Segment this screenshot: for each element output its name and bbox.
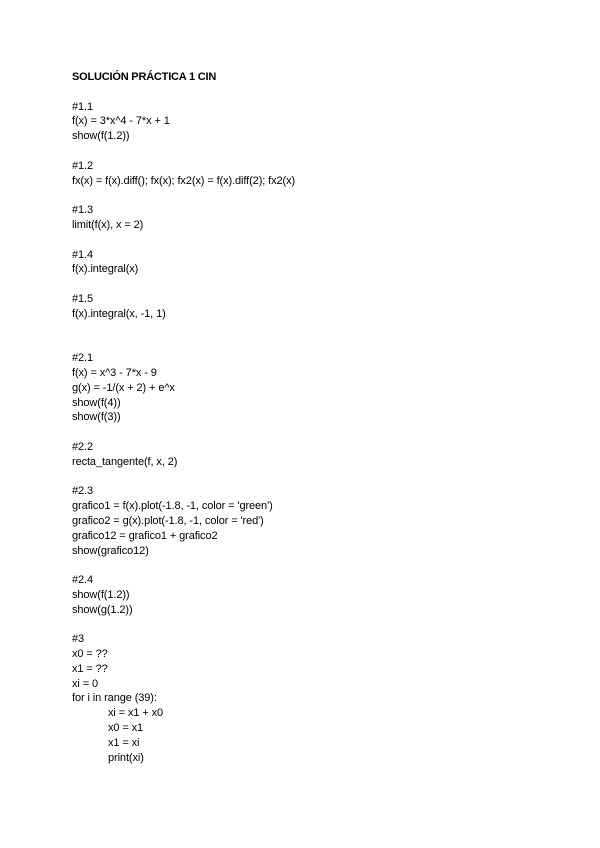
- section-1-3: [72, 203, 552, 233]
- blank-line: [72, 144, 552, 159]
- section-1-4: [72, 248, 552, 278]
- section-2-1: [72, 351, 552, 425]
- blank-line: [72, 336, 552, 351]
- code-line: show(f(3)): [72, 411, 121, 424]
- indented-code-line: x1 = xi: [108, 736, 140, 749]
- blank-line: [72, 188, 552, 203]
- blank-line: [72, 470, 552, 485]
- code-line: for i in range (39):: [72, 692, 157, 705]
- blank-line: [72, 233, 552, 248]
- section-2-2: [72, 440, 552, 470]
- code-line: x1 = ??: [72, 662, 108, 675]
- code-line: show(f(4)): [72, 396, 121, 409]
- section-heading: #1.5: [72, 292, 94, 305]
- section-3: [72, 632, 552, 765]
- code-line: xi = 0: [72, 677, 98, 690]
- document-page: [72, 70, 552, 765]
- section-heading: #2.4: [72, 574, 94, 587]
- section-2-4: [72, 573, 552, 617]
- code-line: f(x).integral(x): [72, 263, 139, 276]
- blank-line: [72, 322, 552, 337]
- section-heading: #2.2: [72, 440, 94, 453]
- document-title: SOLUCIÓN PRÁCTICA 1 CIN: [72, 71, 217, 83]
- code-line: show(grafico12): [72, 544, 149, 557]
- section-heading: #1.3: [72, 204, 94, 217]
- indented-code-line: xi = x1 + x0: [108, 707, 164, 720]
- section-heading: #2.3: [72, 485, 94, 498]
- code-line: f(x).integral(x, -1, 1): [72, 307, 166, 320]
- code-line: grafico12 = grafico1 + grafico2: [72, 529, 218, 542]
- section-1-5: [72, 292, 552, 322]
- section-heading: #1.1: [72, 100, 94, 113]
- code-line: g(x) = -1/(x + 2) + e^x: [72, 381, 175, 394]
- code-line: show(f(1.2)): [72, 130, 130, 143]
- blank-line: [72, 425, 552, 440]
- blank-line: [72, 617, 552, 632]
- section-2-3: [72, 484, 552, 558]
- code-line: fx(x) = f(x).diff(); fx(x); fx2(x) = f(x).diff(2); fx2(x): [72, 174, 296, 187]
- code-line: grafico2 = g(x).plot(-1.8, -1, color = 'red'): [72, 514, 264, 527]
- code-line: recta_tangente(f, x, 2): [72, 455, 178, 468]
- indented-code-line: print(xi): [108, 751, 144, 764]
- section-1-1: [72, 100, 552, 144]
- code-line: f(x) = x^3 - 7*x - 9: [72, 366, 157, 379]
- section-heading: #1.4: [72, 248, 94, 261]
- code-line: x0 = ??: [72, 648, 108, 661]
- section-1-2: [72, 159, 552, 189]
- code-line: f(x) = 3*x^4 - 7*x + 1: [72, 115, 170, 128]
- blank-line: [72, 85, 552, 100]
- section-heading: #2.1: [72, 352, 94, 365]
- code-line: show(f(1.2)): [72, 588, 130, 601]
- code-line: show(g(1.2)): [72, 603, 133, 616]
- code-line: limit(f(x), x = 2): [72, 218, 144, 231]
- section-heading: #3: [72, 633, 85, 646]
- blank-line: [72, 277, 552, 292]
- blank-line: [72, 558, 552, 573]
- section-heading: #1.2: [72, 159, 94, 172]
- code-line: grafico1 = f(x).plot(-1.8, -1, color = 'green'): [72, 500, 273, 513]
- indented-code-line: x0 = x1: [108, 722, 144, 735]
